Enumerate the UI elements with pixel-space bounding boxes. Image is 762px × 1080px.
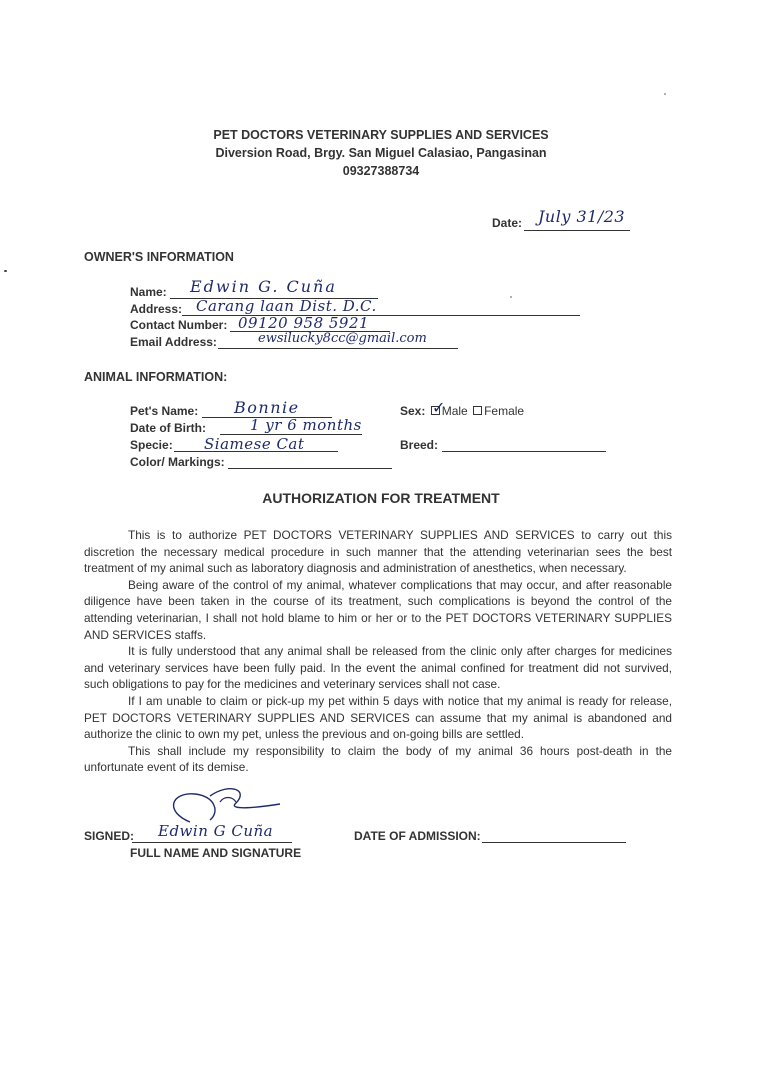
dob-value: 1 yr 6 months [250,416,362,434]
owner-email-value: ewsilucky8cc@gmail.com [258,331,427,346]
owner-contact-label: Contact Number: [130,318,228,332]
signed-value: Edwin G Cuña [158,822,274,840]
authorization-paragraph: This is to authorize PET DOCTORS VETERINARY SUPPLIES AND SERVICES to carry out this discretion the necessary medical procedure in such manner that the attending veterinarian sees the best treatment of my animal such as laboratory diagnosis and administration of anesthetics, when necessary. [84,528,672,576]
date-of-admission-label: DATE OF ADMISSION: [354,829,481,843]
authorization-body [84,527,672,776]
breed-line[interactable] [442,451,606,452]
sex-female-label: Female [484,404,525,418]
authorization-paragraph: If I am unable to claim or pick-up my pet within 5 days with notice that my animal is ready for release, PET DOCTORS VETERINARY SUPPLIES AND SERVICES can assume that my animal is abandoned and authorize the clinic to own my pet, unless the previous and on-going bills are settled. [84,693,672,742]
scan-speck [4,270,7,272]
owner-email-line[interactable] [218,348,458,349]
owner-name-label: Name: [130,285,167,299]
date-value: July 31/23 [538,207,626,226]
authorization-paragraph: Being aware of the control of my animal, whatever complications that may occur, and after reasonable diligence have been taken in the course of its treatment, such complications is beyond the control of the attending veterinarian, I shall not hold blame to him or her or to the PET DOCTORS VETERINARY SUPPLIES AND SERVICES staffs. [84,577,672,642]
authorization-title: AUTHORIZATION FOR TREATMENT [262,490,500,506]
sex-label: Sex: [400,404,426,418]
specie-value: Siamese Cat [204,435,305,453]
date-of-admission-line[interactable] [482,842,626,843]
signature-line[interactable] [132,842,292,843]
signed-label: SIGNED: [84,829,135,843]
sex-male-label: Male [441,404,468,418]
owner-contact-value: 09120 958 5921 [238,314,370,332]
breed-label: Breed: [400,438,439,452]
dob-label: Date of Birth: [130,421,206,435]
owner-address-label: Address: [130,302,183,316]
scan-speck [510,296,512,298]
authorization-paragraph: This shall include my responsibility to claim the body of my animal 36 hours post-death in the unfortunate event of its demise. [84,743,672,775]
clinic-phone: 09327388734 [342,164,420,178]
color-markings-label: Color/ Markings: [130,455,225,469]
date-label: Date: [492,216,523,230]
owner-section-title: OWNER'S INFORMATION [84,250,234,264]
authorization-paragraph: It is fully understood that any animal shall be released from the clinic only after charges for medicines and veterinary services have been fully paid. In the event the animal confined for treatment did not survived, such obligations to pay for the medicines and veterinary services shall not case. [84,644,672,692]
pet-name-value: Bonnie [234,398,300,417]
clinic-header [0,126,762,180]
color-markings-line[interactable] [228,468,392,469]
clinic-address: Diversion Road, Brgy. San Miguel Calasiao, Pangasinan [215,146,547,160]
owner-email-label: Email Address: [130,335,217,349]
checkmark-icon: ✓ [432,398,446,417]
pet-name-label: Pet's Name: [130,404,199,418]
sex-field [400,404,524,418]
scan-speck [664,93,666,95]
female-checkbox[interactable] [473,406,482,415]
date-line[interactable] [524,230,630,231]
owner-name-value: Edwin G. Cuña [190,277,337,296]
clinic-name: PET DOCTORS VETERINARY SUPPLIES AND SERVICES [213,128,549,142]
owner-address-value: Carang laan Dist. D.C. [196,297,377,315]
full-name-signature-label: FULL NAME AND SIGNATURE [130,846,302,860]
animal-section-title: ANIMAL INFORMATION: [84,370,228,384]
specie-label: Specie: [130,438,173,452]
